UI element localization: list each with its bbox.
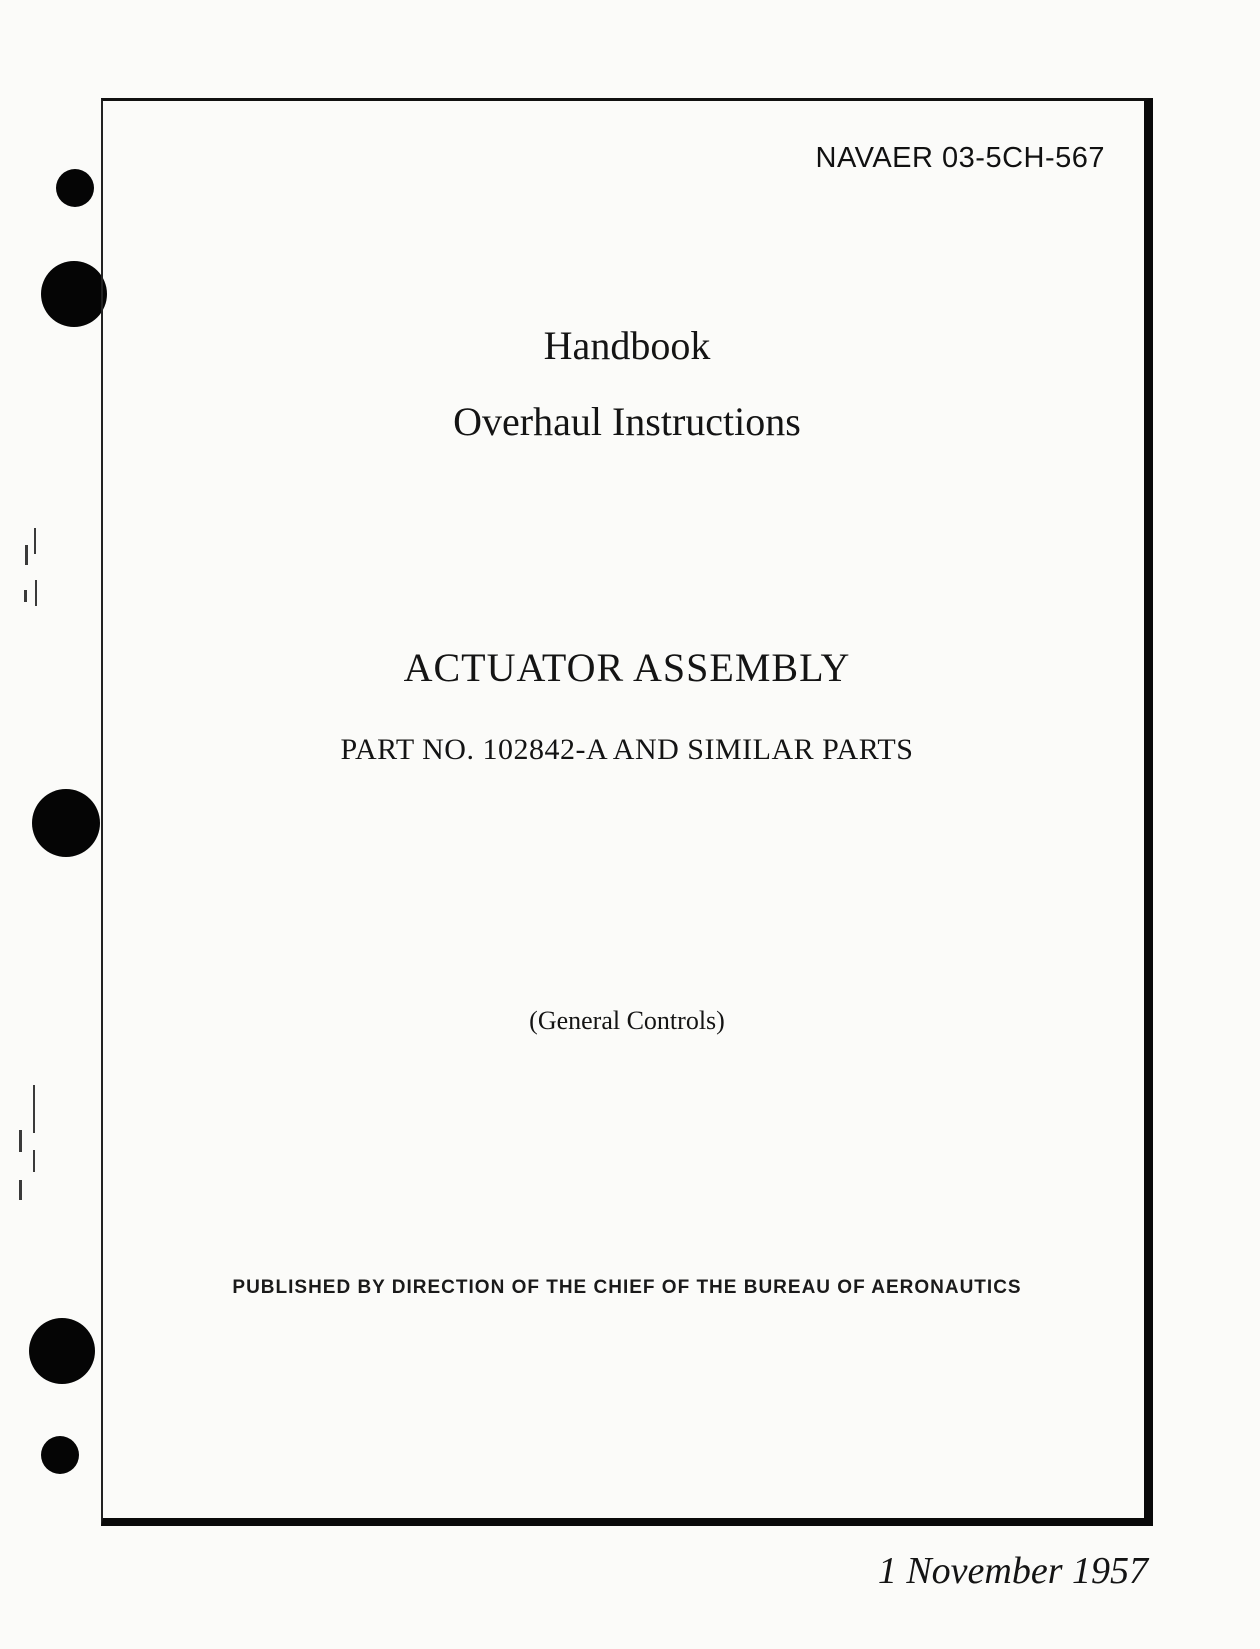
document-number: NAVAER 03-5CH-567: [815, 142, 1105, 174]
binder-hole: [41, 261, 107, 327]
scan-artifact: [19, 1130, 22, 1152]
scan-artifact: [24, 590, 27, 602]
issue-date: 1 November 1957: [877, 1550, 1148, 1592]
scan-artifact: [25, 545, 28, 565]
publisher-statement: PUBLISHED BY DIRECTION OF THE CHIEF OF THE BUREAU OF AERONAUTICS: [232, 1277, 1022, 1298]
manufacturer-name: (General Controls): [529, 1006, 725, 1035]
scan-artifact: [19, 1180, 22, 1200]
part-number: PART NO. 102842-A AND SIMILAR PARTS: [340, 733, 914, 766]
handbook-subtitle: Overhaul Instructions: [453, 399, 801, 444]
binder-hole: [32, 789, 100, 857]
scan-artifact: [33, 1150, 35, 1172]
page-border-frame: [101, 98, 1153, 1526]
scan-artifact: [34, 528, 36, 554]
subject-title: ACTUATOR ASSEMBLY: [403, 645, 851, 690]
binder-hole: [41, 1436, 79, 1474]
scan-artifact: [35, 580, 37, 606]
scan-artifact: [33, 1085, 35, 1133]
binder-hole: [29, 1318, 95, 1384]
binder-hole: [56, 169, 94, 207]
handbook-title: Handbook: [543, 323, 711, 368]
